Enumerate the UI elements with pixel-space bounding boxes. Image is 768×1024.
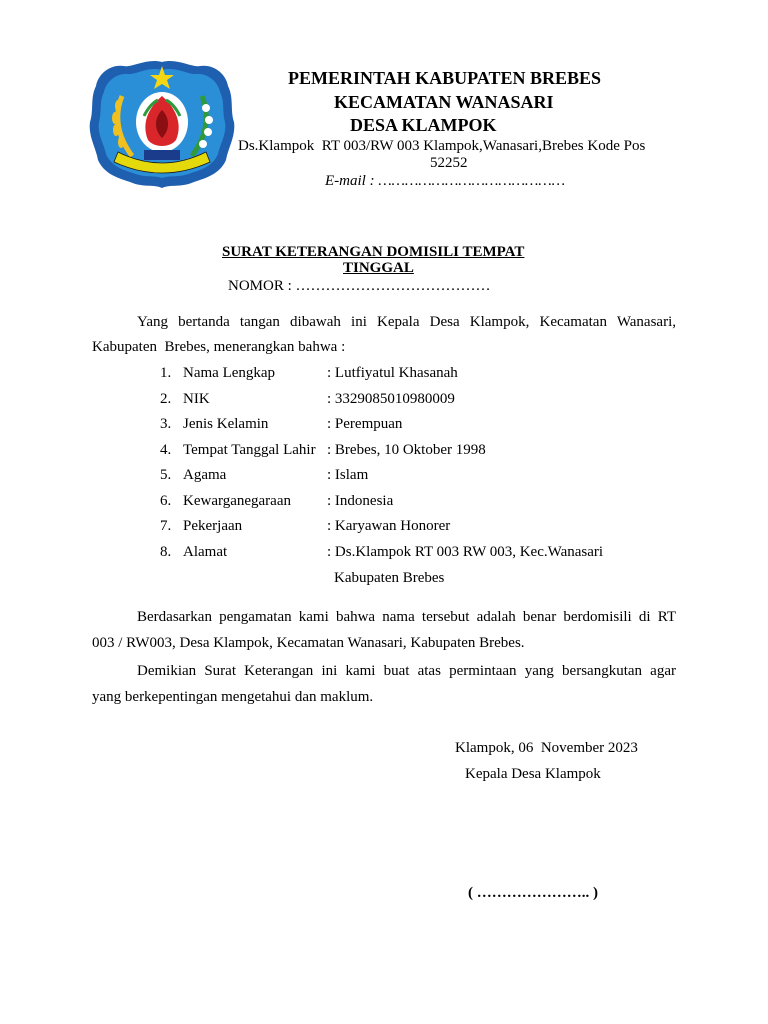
document-title-line1: SURAT KETERANGAN DOMISILI TEMPAT	[222, 244, 525, 260]
item-label: Jenis Kelamin	[183, 416, 269, 432]
item-number: 4.	[160, 441, 172, 458]
list-item	[160, 493, 603, 519]
item-value: : Islam	[327, 467, 369, 483]
item-number: 1.	[160, 365, 172, 381]
list-item	[160, 442, 603, 468]
list-item	[160, 467, 603, 493]
list-item	[160, 416, 603, 442]
item-label: Alamat	[183, 543, 228, 560]
letterhead-address: Ds.Klampok RT 003/RW 003 Klampok,Wanasari,Brebes Kode Pos	[238, 138, 646, 154]
item-label: Agama	[183, 467, 227, 483]
item-number: 2.	[160, 390, 172, 407]
list-item	[160, 518, 603, 544]
item-value: : Ds.Klampok RT 003 RW 003, Kec.Wanasari	[327, 543, 604, 560]
item-number: 8.	[160, 543, 172, 560]
brebes-seal-icon	[88, 56, 236, 190]
item-number: 7.	[160, 518, 172, 534]
regency-logo	[88, 56, 236, 190]
address-continuation: Kabupaten Brebes	[334, 570, 445, 586]
document-title-line2: TINGGAL	[343, 260, 414, 276]
opening-line1: Yang bertanda tangan dibawah ini Kepala Desa Klampok, Kecamatan Wanasari,	[137, 314, 676, 330]
item-value: : Brebes, 10 Oktober 1998	[327, 441, 486, 458]
item-number: 3.	[160, 416, 172, 432]
item-label: Nama Lengkap	[183, 365, 276, 381]
list-item	[160, 365, 603, 391]
letterhead-district: KECAMATAN WANASARI	[334, 92, 554, 112]
item-value: : Perempuan	[327, 416, 403, 432]
item-value: : Indonesia	[327, 492, 394, 509]
item-number: 5.	[160, 467, 172, 483]
signature-position: Kepala Desa Klampok	[465, 766, 601, 782]
signature-name-placeholder: ( ………………….. )	[468, 885, 598, 901]
signature-place-date: Klampok, 06 November 2023	[455, 740, 638, 756]
paragraph2-line2: yang berkepentingan mengetahui dan maklum.	[92, 689, 374, 705]
list-item	[160, 391, 603, 417]
item-label: Pekerjaan	[183, 518, 243, 534]
identity-table	[160, 365, 603, 569]
item-number: 6.	[160, 492, 172, 509]
item-label: Kewarganegaraan	[183, 492, 291, 509]
item-label: NIK	[183, 390, 210, 407]
letterhead-government: PEMERINTAH KABUPATEN BREBES	[288, 68, 602, 88]
item-value: : Karyawan Honorer	[327, 518, 451, 534]
letterhead-village: DESA KLAMPOK	[350, 115, 497, 135]
paragraph1-line2: 003 / RW003, Desa Klampok, Kecamatan Wanasari, Kabupaten Brebes.	[92, 635, 525, 651]
document-number: NOMOR : …………………………………	[228, 278, 491, 294]
letterhead-email: E-mail : ……………………………………	[325, 173, 566, 189]
letterhead-postal-code: 52252	[430, 155, 468, 171]
item-label: Tempat Tanggal Lahir	[183, 441, 316, 458]
item-value: : Lutfiyatul Khasanah	[327, 365, 458, 381]
item-value: : 3329085010980009	[327, 390, 455, 407]
paragraph2-line1: Demikian Surat Keterangan ini kami buat atas permintaan yang bersangkutan agar	[137, 663, 676, 679]
paragraph1-line1: Berdasarkan pengamatan kami bahwa nama tersebut adalah benar berdomisili di RT	[137, 609, 676, 625]
identity-list	[160, 365, 603, 569]
list-item	[160, 544, 603, 570]
opening-line2: Kabupaten Brebes, menerangkan bahwa :	[92, 339, 346, 355]
